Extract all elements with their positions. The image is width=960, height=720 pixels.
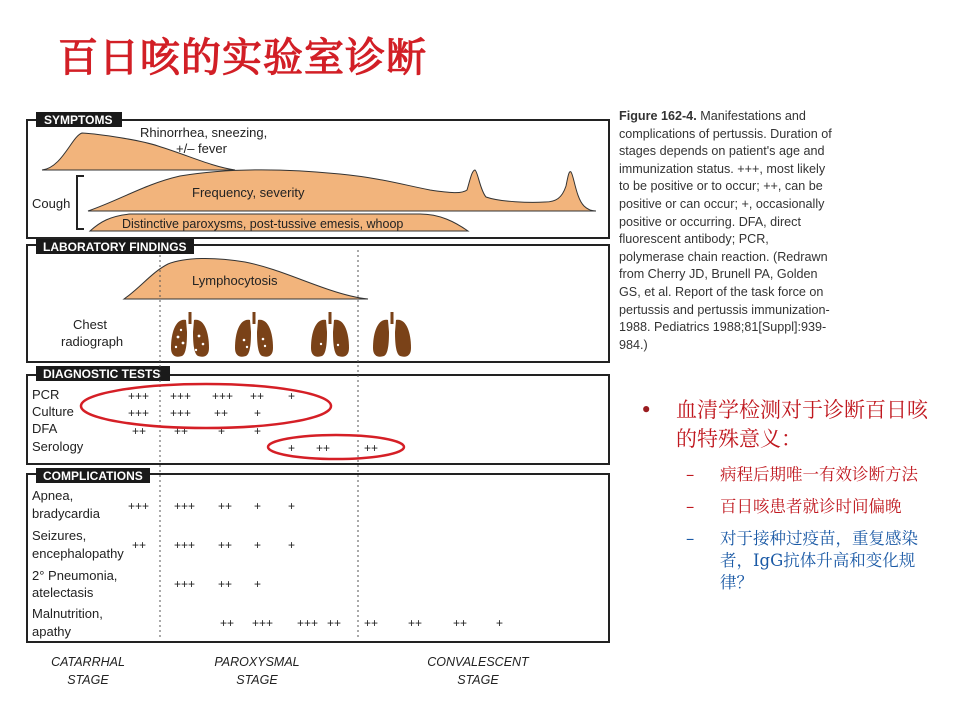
lung-icon-2 bbox=[235, 312, 273, 357]
complication-name: 2° Pneumonia, bbox=[32, 568, 118, 583]
label-frequency: Frequency, severity bbox=[192, 185, 305, 200]
test-value: +++ bbox=[128, 406, 150, 420]
stage-label: CATARRHAL bbox=[51, 655, 125, 669]
bullet-sub bbox=[640, 464, 940, 486]
test-value: ++ bbox=[316, 441, 331, 455]
complication-value: ++ bbox=[218, 499, 233, 513]
complication-value: ++ bbox=[218, 538, 233, 552]
header-diagnostic: DIAGNOSTIC TESTS bbox=[43, 367, 161, 381]
test-value: ++ bbox=[250, 389, 265, 403]
test-name: Serology bbox=[32, 439, 84, 454]
bullet-dot-icon: • bbox=[640, 398, 653, 422]
test-value: ++ bbox=[364, 441, 379, 455]
complication-value: ++ bbox=[218, 577, 233, 591]
header-lab: LABORATORY FINDINGS bbox=[43, 240, 187, 254]
label-fever: +/– fever bbox=[176, 141, 227, 156]
complication-name: encephalopathy bbox=[32, 546, 124, 561]
complication-name: Malnutrition, bbox=[32, 606, 103, 621]
pcr-culture-highlight bbox=[81, 384, 331, 428]
figure-caption bbox=[619, 108, 834, 354]
complication-value: +++ bbox=[297, 616, 319, 630]
test-name: Culture bbox=[32, 404, 74, 419]
caption-lead: Figure 162-4. bbox=[619, 109, 697, 123]
test-value: +++ bbox=[170, 406, 192, 420]
complication-value: +++ bbox=[252, 616, 274, 630]
complication-name: bradycardia bbox=[32, 506, 100, 521]
complication-name: apathy bbox=[32, 624, 72, 639]
complications-table bbox=[32, 488, 503, 639]
complication-name: Apnea, bbox=[32, 488, 74, 503]
caption-text: Manifestations and complications of pertussis. Duration of stages depends on patient's age and immunization status. +++, most likely to be positive or to occur; ++, can be positive or can occur; +, occasionally positive or occurring. DFA, direct fluorescent antibody; PCR, polymerase chain reaction. (Redrawn from Cherry JD, Brunell PA, Golden GS, et al. Report of the task force on pertussis and pertussis immunization-1988. Pediatrics 1988;81[Suppl]:939-984.) bbox=[619, 109, 832, 352]
bullet-sub bbox=[640, 496, 940, 518]
complication-value: + bbox=[254, 538, 262, 552]
complication-name: Seizures, bbox=[32, 528, 87, 543]
test-value: +++ bbox=[128, 389, 150, 403]
test-value: + bbox=[288, 441, 296, 455]
header-complications: COMPLICATIONS bbox=[43, 469, 143, 483]
page-title: 百日咳的实验室诊断 bbox=[58, 35, 427, 81]
complication-value: +++ bbox=[174, 538, 196, 552]
bullet-main bbox=[640, 396, 940, 454]
label-radiograph: radiograph bbox=[61, 334, 124, 349]
stage-label: STAGE bbox=[236, 673, 278, 687]
stage-label: CONVALESCENT bbox=[427, 655, 529, 669]
complication-value: + bbox=[496, 616, 504, 630]
diagnostic-table bbox=[32, 387, 378, 455]
stage-label: STAGE bbox=[67, 673, 109, 687]
lung-icon-1 bbox=[171, 312, 209, 357]
complication-value: ++ bbox=[364, 616, 379, 630]
test-value: + bbox=[254, 424, 262, 438]
test-value: + bbox=[254, 406, 262, 420]
test-name: PCR bbox=[32, 387, 60, 402]
complication-value: ++ bbox=[327, 616, 342, 630]
bullet-dash-icon: – bbox=[686, 529, 695, 548]
complication-value: +++ bbox=[174, 577, 196, 591]
stage-label: PAROXYSMAL bbox=[214, 655, 300, 669]
complication-value: ++ bbox=[132, 538, 147, 552]
complication-value: ++ bbox=[453, 616, 468, 630]
label-paroxysms: Distinctive paroxysms, post-tussive emesis, whoop bbox=[122, 217, 404, 231]
header-symptoms: SYMPTOMS bbox=[44, 113, 113, 127]
label-chest: Chest bbox=[73, 317, 107, 332]
stage-labels bbox=[51, 655, 530, 687]
label-cough: Cough bbox=[32, 196, 71, 211]
test-name: DFA bbox=[32, 421, 58, 436]
test-value: +++ bbox=[212, 389, 234, 403]
cough-frequency-curve bbox=[88, 170, 596, 211]
test-value: + bbox=[218, 424, 226, 438]
test-value: ++ bbox=[132, 424, 147, 438]
stage-label: STAGE bbox=[457, 673, 499, 687]
complication-value: +++ bbox=[128, 499, 150, 513]
cough-bracket bbox=[77, 176, 84, 229]
test-value: +++ bbox=[170, 389, 192, 403]
bullet-sub-text: 对于接种过疫苗，重复感染者，IgG抗体升高和变化规律？ bbox=[720, 529, 918, 592]
bullet-sub-text: 病程后期唯一有效诊断方法 bbox=[720, 465, 918, 484]
lung-icon-4 bbox=[373, 312, 411, 357]
label-rhinorrhea: Rhinorrhea, sneezing, bbox=[140, 125, 268, 140]
label-lymphocytosis: Lymphocytosis bbox=[192, 273, 278, 288]
complication-value: + bbox=[288, 538, 296, 552]
bullet-dash-icon: – bbox=[686, 497, 695, 516]
bullet-sub-text: 百日咳患者就诊时间偏晚 bbox=[720, 497, 902, 516]
lung-icon-3 bbox=[311, 312, 349, 357]
bullet-main-text: 血清学检测对于诊断百日咳的特殊意义： bbox=[676, 398, 928, 451]
test-value: ++ bbox=[214, 406, 229, 420]
bullet-sub bbox=[640, 528, 940, 594]
complication-name: atelectasis bbox=[32, 585, 94, 600]
complication-value: + bbox=[288, 499, 296, 513]
bullet-dash-icon: – bbox=[686, 465, 695, 484]
bullet-list bbox=[640, 396, 940, 594]
test-value: + bbox=[288, 389, 296, 403]
complication-value: +++ bbox=[174, 499, 196, 513]
complication-value: + bbox=[254, 577, 262, 591]
complication-value: + bbox=[254, 499, 262, 513]
test-value: ++ bbox=[174, 424, 189, 438]
complication-value: ++ bbox=[220, 616, 235, 630]
complication-value: ++ bbox=[408, 616, 423, 630]
